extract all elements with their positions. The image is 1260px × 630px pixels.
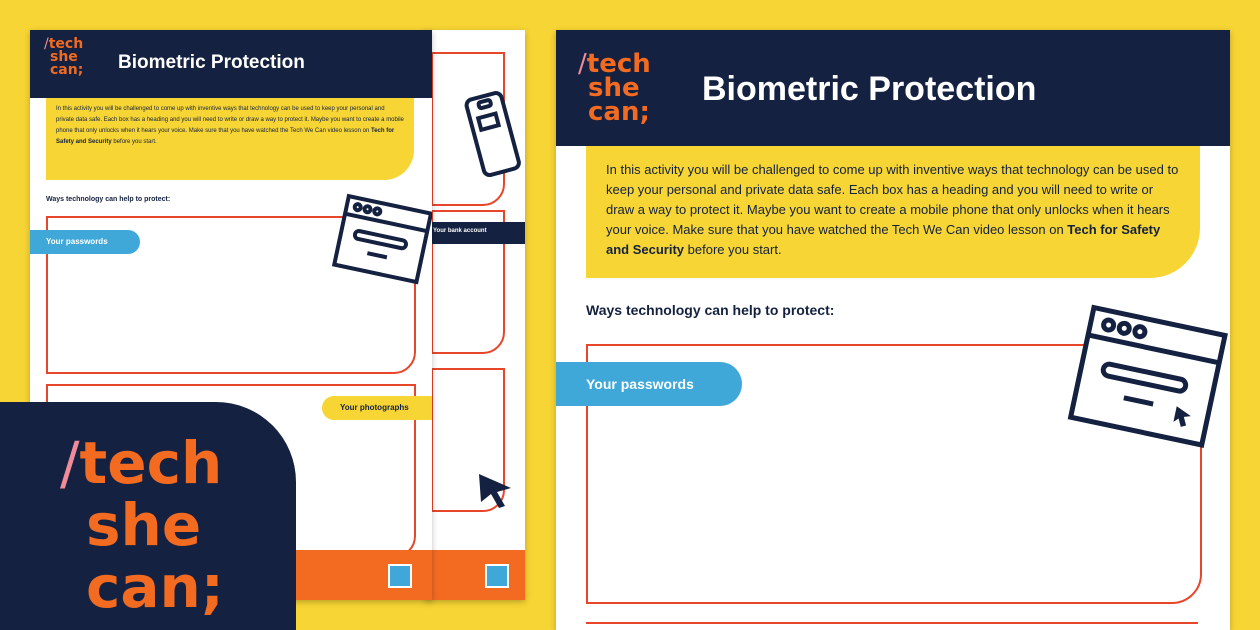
main-logo: /tech she can; bbox=[578, 49, 651, 127]
bank-account-label: Your bank account bbox=[433, 228, 487, 234]
badge-logo: /tech she can; bbox=[60, 429, 225, 621]
browser-window-icon bbox=[1062, 296, 1230, 464]
preview-passwords-tag: Your passwords bbox=[30, 230, 140, 254]
partner-logo-icon bbox=[485, 564, 509, 588]
preview-footer bbox=[290, 550, 432, 600]
main-passwords-tag: Your passwords bbox=[556, 362, 742, 406]
preview-photographs-tag: Your photographs bbox=[322, 396, 432, 420]
main-header bbox=[556, 30, 1230, 146]
main-title: Biometric Protection bbox=[702, 70, 1037, 108]
tech-she-can-badge bbox=[0, 402, 296, 630]
preview-partner-logo-icon bbox=[388, 564, 412, 588]
main-next-box-edge bbox=[586, 622, 1198, 630]
main-worksheet-page bbox=[556, 30, 1230, 630]
main-ways-label: Ways technology can help to protect: bbox=[586, 302, 835, 318]
cursor-arrow-icon bbox=[475, 470, 515, 510]
back-footer bbox=[425, 550, 525, 600]
main-intro-box: In this activity you will be challenged to come up with inventive ways that technology can be used to keep your personal and private data safe. Each box has a heading and you will need to write or draw a way to protect it. Maybe you want to create a mobile phone that only unlocks when it hears your voice. Make sure that you have watched the Tech We Can video lesson on Tech for Safety and Security before you start. bbox=[586, 146, 1200, 278]
preview-ways-label: Ways technology can help to protect: bbox=[46, 196, 171, 203]
preview-title: Biometric Protection bbox=[118, 52, 305, 73]
browser-window-icon bbox=[330, 190, 432, 294]
back-worksheet-page bbox=[425, 30, 525, 600]
preview-header bbox=[30, 30, 432, 98]
preview-logo: /tech she can; bbox=[44, 36, 84, 78]
preview-intro-box: In this activity you will be challenged to come up with inventive ways that technology can be used to keep your personal and private data safe. Each box has a heading and you will need to write or draw a way to protect it. Maybe you want to create a mobile phone that only unlocks when it hears your voice. Make sure that you have watched the Tech We Can video lesson on Tech for Safety and Security before you start. bbox=[46, 98, 414, 180]
bank-account-tag bbox=[425, 222, 525, 244]
phone-icon bbox=[463, 85, 523, 185]
